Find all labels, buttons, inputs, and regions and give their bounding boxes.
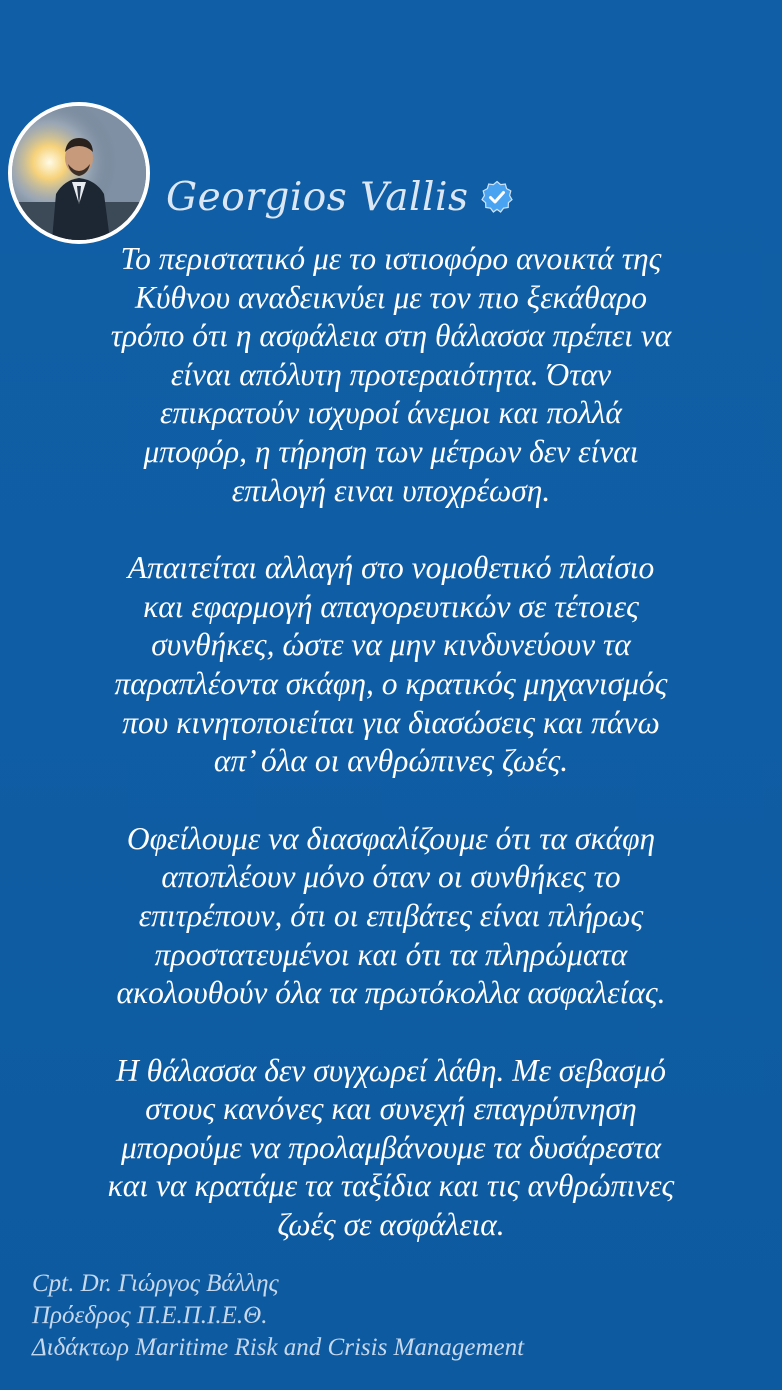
signature-title: Πρόεδρος Π.Ε.Π.Ι.Ε.Θ. xyxy=(32,1302,268,1329)
text-line: και εφαρμογή απαγορευτικών σε τέτοιες xyxy=(143,588,639,624)
text-line: Οφείλουμε να διασφαλίζουμε ότι τα σκάφη xyxy=(126,820,656,856)
paragraph-3 xyxy=(60,820,722,1013)
text-line: τρόπο ότι η ασφάλεια στη θάλασσα πρέπει να xyxy=(110,318,672,354)
text-line: απ’ όλα οι ανθρώπινες ζωές. xyxy=(213,743,569,779)
signature-name: Cpt. Dr. Γιώργος Βάλλης xyxy=(32,1270,279,1297)
signature-block xyxy=(32,1268,524,1364)
paragraph-4 xyxy=(60,1052,722,1245)
avatar-photo xyxy=(12,106,146,240)
text-line: είναι απόλυτη προτεραιότητα. Όταν xyxy=(170,356,612,392)
text-line: μπορούμε να προλαμβάνουμε τα δυσάρεστα xyxy=(120,1129,662,1165)
avatar[interactable] xyxy=(8,102,150,244)
profile-header xyxy=(166,170,514,224)
text-line: και να κρατάμε τα ταξίδια και τις ανθρώπινες xyxy=(107,1168,675,1204)
text-line: Το περιστατικό με το ιστιοφόρο ανοικτά της xyxy=(120,241,662,276)
verified-badge-icon xyxy=(480,180,514,214)
text-line: Η θάλασσα δεν συγχωρεί λάθη. Με σεβασμό xyxy=(115,1052,667,1088)
text-line: προστατευμένοι και ότι τα πληρώματα xyxy=(154,936,628,972)
signature-credential: Διδάκτωρ Maritime Risk and Crisis Management xyxy=(32,1334,525,1361)
text-line: επιτρέπουν, ότι οι επιβάτες είναι πλήρως xyxy=(138,897,644,933)
text-line: επιλογή ειναι υποχρέωση. xyxy=(231,472,551,508)
text-line: στους κανόνες και συνεχή επαγρύπνηση xyxy=(145,1091,637,1127)
profile-name[interactable]: Georgios Vallis xyxy=(166,174,469,220)
text-line: ζωές σε ασφάλεια. xyxy=(277,1207,505,1243)
text-line: επικρατούν ισχυροί άνεμοι και πολλά xyxy=(160,395,622,431)
text-line: που κινητοποιείται για διασώσεις και πάνω xyxy=(122,704,660,740)
text-line: Απαιτείται αλλαγή στο νομοθετικό πλαίσιο xyxy=(127,550,655,586)
text-line: αποπλέουν μόνο όταν οι συνθήκες το xyxy=(161,859,621,895)
paragraph-1 xyxy=(60,240,722,510)
text-line: ακολουθούν όλα τα πρωτόκολλα ασφαλείας. xyxy=(116,975,666,1011)
text-line: συνθήκες, ώστε να μην κινδυνεύουν τα xyxy=(151,627,631,663)
story-body-text xyxy=(60,240,722,1245)
text-line: μποφόρ, η τήρηση των μέτρων δεν είναι xyxy=(143,433,639,469)
text-line: Κύθνου αναδεικνύει με τον πιο ξεκάθαρο xyxy=(134,279,648,315)
paragraph-2 xyxy=(60,549,722,781)
text-line: παραπλέοντα σκάφη, ο κρατικός μηχανισμός xyxy=(114,665,668,701)
